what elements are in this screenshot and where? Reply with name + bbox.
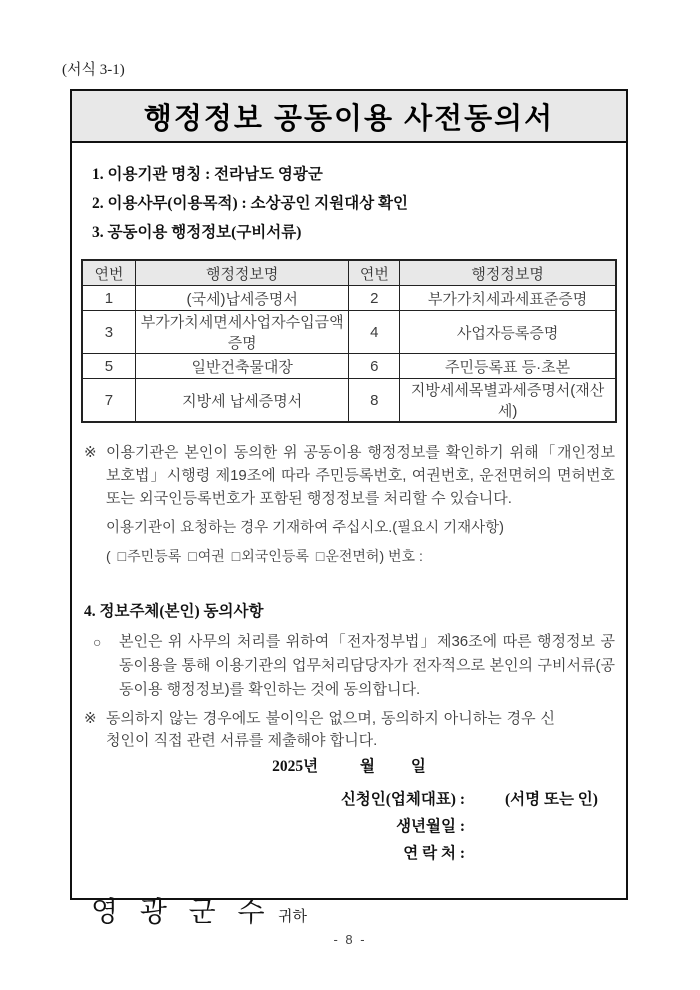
signature-row-applicant [285,792,615,808]
numbered-items [92,167,617,241]
item-shared-info: 3. 공동이용 행정정보(구비서류) [92,224,302,241]
checkbox-icon: □ [315,548,325,564]
privacy-note [84,441,615,510]
section4-heading: 4. 정보주체(본인) 동의사항 [84,603,264,620]
column-header-seq: 연번 [349,260,400,286]
table-cell-seq: 1 [82,286,135,311]
table-row [82,379,616,423]
column-header-seq: 연번 [82,260,135,286]
reference-mark-icon: ※ [84,444,97,461]
table-cell-seq: 7 [82,379,135,423]
checkbox-option-foreigner [232,548,309,564]
checkbox-label-resident: 주민등록 [127,548,182,564]
checkbox-label-foreigner: 외국인등록 [241,548,309,564]
table-cell-info-name: 일반건축물대장 [135,354,349,379]
table-cell-info-name: 지방세세목별과세증명서(재산세) [400,379,616,423]
table-cell-info-name: 주민등록표 등·초본 [400,354,616,379]
applicant-label: 신청인(업체대표) : [340,791,465,808]
refusal-note-text: 동의하지 않는 경우에도 불이익은 없으며, 동의하지 아니하는 경우 신청인이 직접 관련 서류를 제출해야 합니다. [106,710,555,749]
table-cell-info-name: 부가가치세과세표준증명 [400,286,616,311]
signature-row-birthdate [285,819,615,835]
consent-text: 본인은 위 사무의 처리를 위하여「전자정부법」제36조에 따른 행정정보 공동이용을 통해 이용기관의 업무처리담당자가 전자적으로 본인의 구비서류(공동이용 행정정보)를 확인하는 것에 동의합니다. [119,633,615,698]
id-number-line [106,545,617,567]
birthdate-label: 생년월일 : [396,818,465,835]
shared-info-table [81,259,617,423]
consent-form [70,89,628,927]
table-cell-info-name: 지방세 납세증명서 [135,379,349,423]
signature-block [285,792,615,862]
checkbox-label-driver: 운전면허 [325,548,380,564]
date-line [81,754,617,776]
checkbox-option-resident [118,548,182,564]
date-year: 2025년 [272,758,319,775]
form-title-bar [72,91,626,143]
recipient-name: 영 광 군 수 [91,896,272,927]
recipient-line [91,890,617,930]
table-cell-info-name: (국세)납세증명서 [135,286,349,311]
request-note-text: 이용기관이 요청하는 경우 기재하여 주십시오.(필요시 기재사항) [106,520,505,536]
date-day: 일 [410,758,426,775]
checkbox-icon: □ [117,548,127,564]
checkbox-label-passport: 여권 [197,548,225,564]
table-cell-info-name: 사업자등록증명 [400,311,616,354]
id-number-suffix: ) 번호 : [379,548,423,564]
checkbox-icon: □ [231,548,241,564]
table-cell-seq: 5 [82,354,135,379]
table-cell-seq: 3 [82,311,135,354]
signature-row-contact [285,846,615,862]
privacy-note-text: 이용기관은 본인이 동의한 위 공동이용 행정정보를 확인하기 위해「개인정보 보호법」시행령 제19조에 따라 주민등록번호, 여권번호, 운전면허의 면허번호 또는 외국인등록번호가 포함된 행정정보를 처리할 수 있습니다. [106,444,615,507]
recipient-honorific: 귀하 [277,908,307,925]
consent-statement [93,630,615,702]
checkbox-icon: □ [188,548,197,564]
table-row [82,286,616,311]
date-month: 월 [360,758,375,775]
sign-or-seal-note: (서명 또는 인) [505,791,598,808]
table-cell-seq: 6 [349,354,400,379]
form-code-label: (서식 3-1) [62,62,125,78]
table-row [82,311,616,354]
checkbox-option-passport [188,548,225,564]
column-header-info-name: 행정정보명 [400,260,616,286]
reference-mark-icon: ※ [84,710,97,727]
circle-bullet-icon: ○ [93,634,102,650]
table-cell-seq: 2 [349,286,400,311]
item-usage-purpose: 2. 이용사무(이용목적) : 소상공인 지원대상 확인 [92,195,409,212]
checkbox-option-driver [316,548,380,564]
contact-label: 연 락 처 : [403,845,465,862]
form-title: 행정정보 공동이용 사전동의서 [143,102,555,135]
table-row [82,354,616,379]
paren-open: ( [106,548,111,564]
refusal-note [84,708,615,752]
page-number: - 8 - [333,932,367,947]
table-cell-seq: 8 [349,379,400,423]
table-cell-seq: 4 [349,311,400,354]
form-content [72,166,626,927]
table-cell-info-name: 부가가치세면세사업자수입금액증명 [135,311,349,354]
column-header-info-name: 행정정보명 [135,260,349,286]
item-agency-name: 1. 이용기관 명칭 : 전라남도 영광군 [92,166,323,183]
table-header-row [82,260,616,286]
